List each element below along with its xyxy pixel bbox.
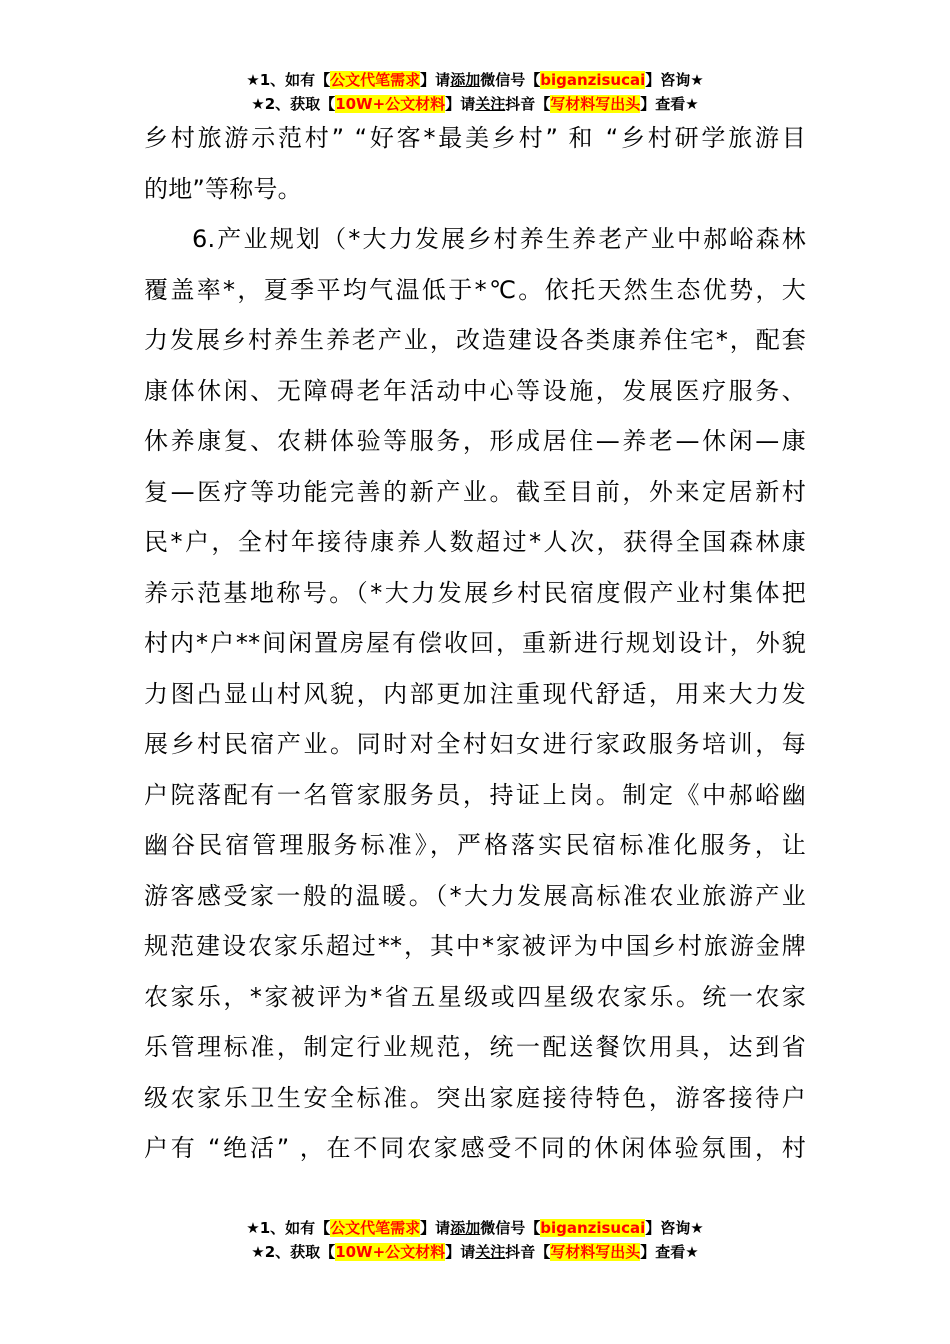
banner-text: 】请: [445, 1243, 476, 1261]
banner-text: 抖音【: [505, 95, 551, 113]
body-line: 复—医疗等功能完善的新产业。截至目前，外来定居新村: [144, 477, 806, 506]
banner-highlight: 10W+公文材料: [335, 95, 446, 113]
body-line: 康体休闲、无障碍老年活动中心等设施，发展医疗服务、: [144, 376, 806, 405]
body-line: 户有 “绝活” ，在不同农家感受不同的休闲体验氛围，村: [144, 1134, 806, 1162]
banner-underline: 添加: [450, 71, 481, 89]
banner-highlight: biganzisucai: [540, 71, 646, 89]
banner-text: 】请: [445, 95, 476, 113]
body-line: 乐管理标准，制定行业规范，统一配送餐饮用具，达到省: [144, 1033, 806, 1061]
body-line: 展乡村民宿产业。同时对全村妇女进行家政服务培训，每: [144, 730, 806, 758]
banner-text: 】查看★: [640, 95, 699, 113]
banner-highlight: 写材料写出头: [550, 1243, 641, 1261]
document-body: [144, 113, 806, 1174]
banner-text: 抖音【: [505, 1243, 551, 1261]
header-banner: [0, 68, 950, 116]
body-line: 农家乐，*家被评为*省五星级或四星级农家乐。统一农家: [144, 982, 806, 1011]
body-line: 力图凸显山村风貌，内部更加注重现代舒适，用来大力发: [144, 679, 806, 708]
banner-highlight: 10W+公文材料: [335, 1243, 446, 1261]
banner-text: 微信号【: [480, 71, 541, 89]
banner-highlight: 写材料写出头: [550, 95, 641, 113]
body-line: 村内*户**间闲置房屋有偿收回，重新进行规划设计，外貌: [144, 629, 806, 657]
banner-text: 】咨询★: [645, 1219, 704, 1237]
banner-line-1: [0, 1216, 950, 1240]
banner-text: 】查看★: [640, 1243, 699, 1261]
body-line: 民*户，全村年接待康养人数超过*人次，获得全国森林康: [144, 528, 806, 556]
body-line: 级农家乐卫生安全标准。突出家庭接待特色，游客接待户: [144, 1083, 806, 1112]
banner-highlight: 公文代笔需求: [330, 1219, 421, 1237]
banner-text: ★2、获取【: [251, 1243, 336, 1261]
body-line: 6.产业规划（*大力发展乡村养生养老产业中郝峪森林: [192, 225, 806, 253]
banner-line-1: [0, 68, 950, 92]
body-line: 户院落配有一名管家服务员，持证上岗。制定《中郝峪幽: [144, 780, 806, 809]
banner-text: 】咨询★: [645, 71, 704, 89]
body-line: 养示范基地称号。（*大力发展乡村民宿度假产业村集体把: [144, 578, 806, 607]
body-line: 休养康复、农耕体验等服务，形成居住—养老—休闲—康: [144, 427, 806, 455]
body-line: 幽谷民宿管理服务标准》，严格落实民宿标准化服务，让: [144, 831, 806, 859]
body-line: 力发展乡村养生养老产业，改造建设各类康养住宅*，配套: [144, 326, 806, 354]
banner-underline: 关注: [475, 1243, 506, 1261]
body-line: 的地”等称号。: [144, 174, 302, 203]
banner-underline: 添加: [450, 1219, 481, 1237]
body-line: 规范建设农家乐超过**，其中*家被评为中国乡村旅游金牌: [144, 932, 806, 960]
banner-highlight: biganzisucai: [540, 1219, 646, 1237]
banner-text: 】请: [420, 1219, 451, 1237]
body-line: 游客感受家一般的温暖。（*大力发展高标准农业旅游产业: [144, 881, 806, 910]
banner-text: ★2、获取【: [251, 95, 336, 113]
banner-text: 微信号【: [480, 1219, 541, 1237]
banner-line-2: [0, 1240, 950, 1264]
banner-highlight: 公文代笔需求: [330, 71, 421, 89]
banner-text: ★1、如有【: [246, 1219, 331, 1237]
banner-text: 】请: [420, 71, 451, 89]
footer-banner: [0, 1216, 950, 1264]
banner-underline: 关注: [475, 95, 506, 113]
body-line: 覆盖率*，夏季平均气温低于*℃。依托天然生态优势，大: [144, 275, 806, 304]
body-line: 乡村旅游示范村” “好客*最美乡村” 和 “乡村研学旅游目: [144, 124, 806, 152]
banner-text: ★1、如有【: [246, 71, 331, 89]
